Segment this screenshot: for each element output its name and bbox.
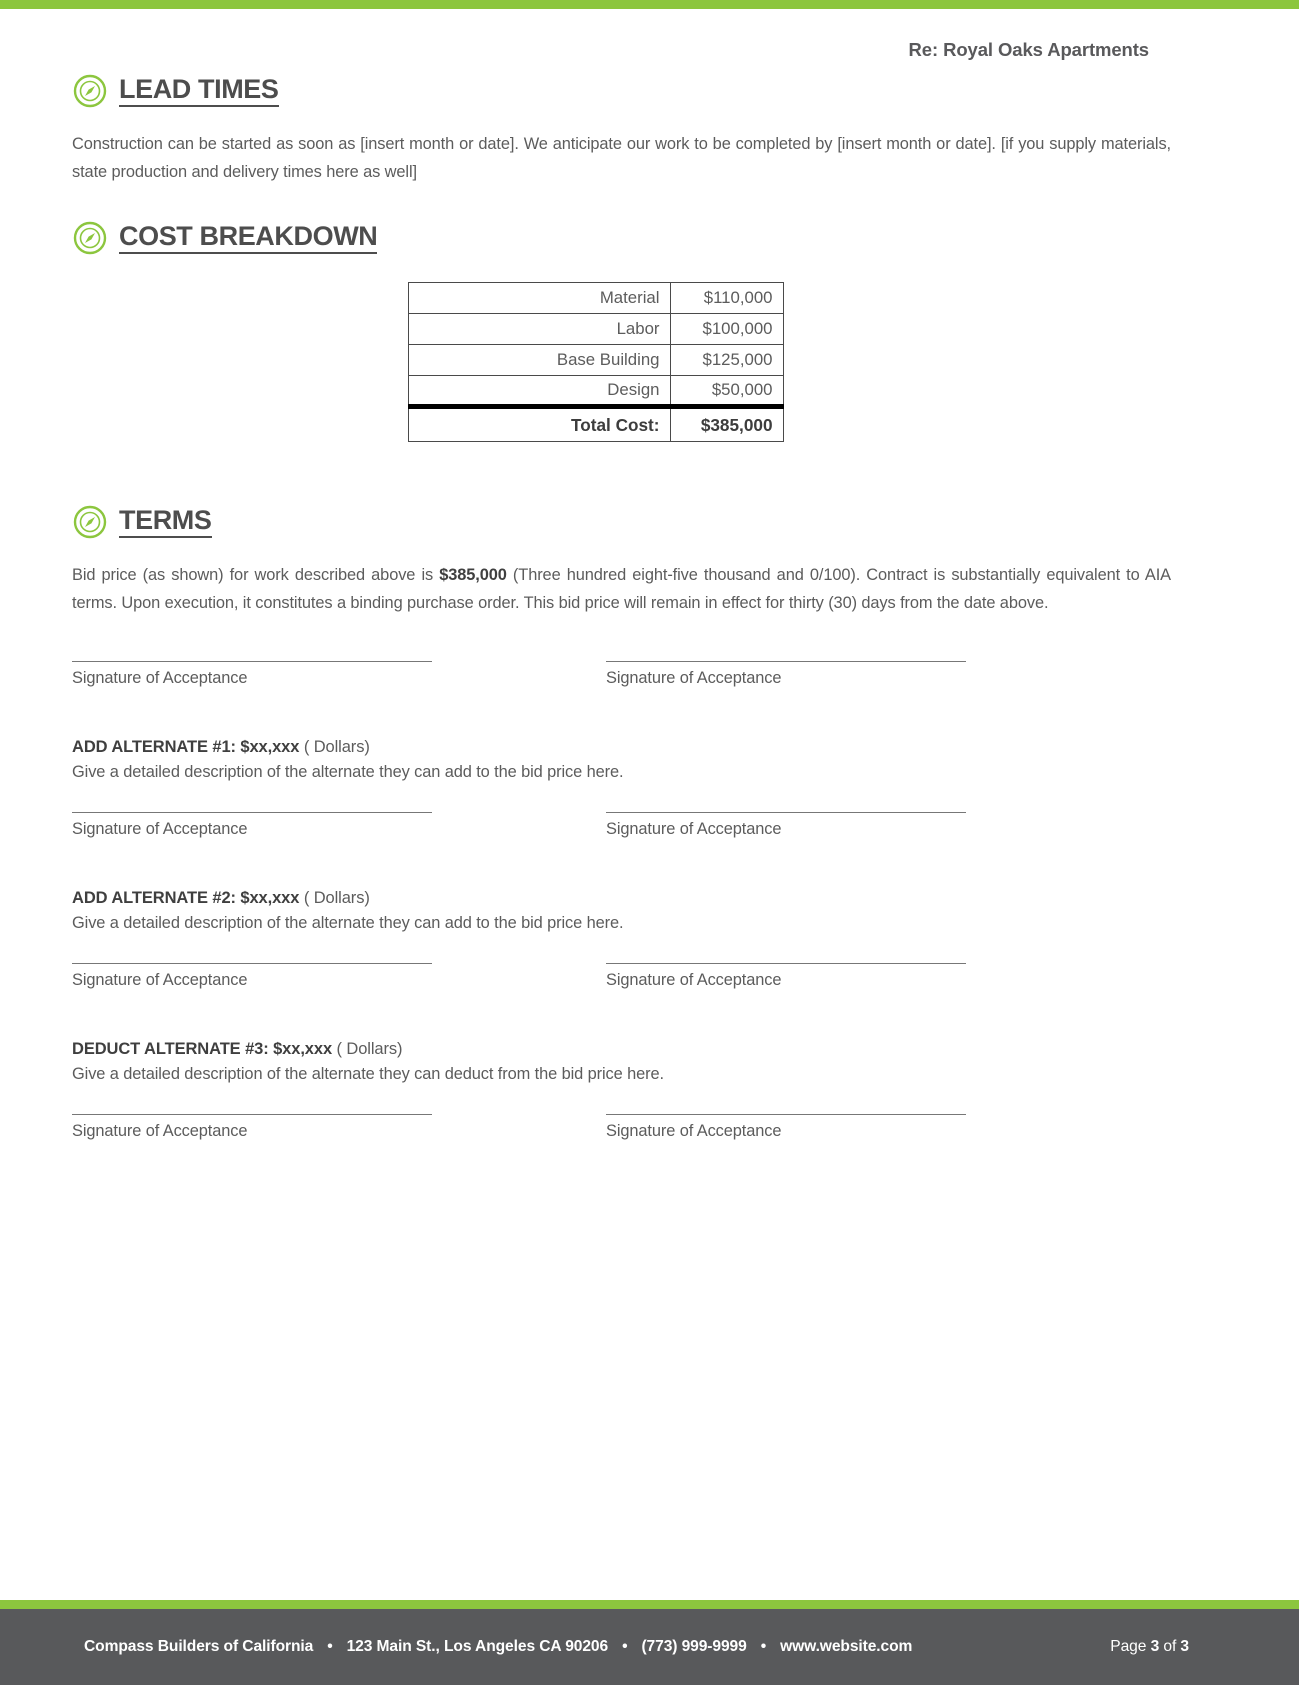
cost-value-base-building: $125,000 [670, 345, 783, 376]
page-footer [0, 1609, 1299, 1685]
cost-value-total: $385,000 [670, 407, 783, 442]
alternate-title-strong: DEDUCT ALTERNATE #3: $xx,xxx [72, 1040, 333, 1059]
signature-block-right [606, 1114, 966, 1141]
compass-icon [72, 220, 108, 256]
signature-label: Signature of Acceptance [72, 669, 248, 688]
footer-separator-icon: • [622, 1638, 628, 1655]
document-reference-line: Re: Royal Oaks Apartments [908, 39, 1149, 60]
table-row [408, 345, 783, 376]
compass-icon [72, 73, 108, 109]
page-current: 3 [1150, 1638, 1160, 1655]
footer-phone: (773) 999-9999 [641, 1638, 747, 1655]
alternate-title-1 [72, 738, 1189, 757]
cost-label-labor: Labor [408, 314, 670, 345]
terms-text-part1: Bid price (as shown) for work described above is [72, 566, 440, 585]
alternate-title-light: ( Dollars) [299, 889, 370, 908]
footer-page-number [1110, 1638, 1189, 1656]
page-mid: of [1159, 1638, 1181, 1655]
signature-block-right [606, 963, 966, 990]
section-header-terms [72, 504, 1189, 540]
footer-company-name: Compass Builders of California [84, 1638, 314, 1655]
signature-block-left [72, 1114, 432, 1141]
table-row [408, 314, 783, 345]
alternate-title-strong: ADD ALTERNATE #1: $xx,xxx [72, 738, 300, 757]
section-title-terms: TERMS [119, 506, 212, 537]
page-prefix: Page [1110, 1638, 1151, 1655]
footer-separator-icon: • [327, 1638, 333, 1655]
terms-text-part2: (Three hundred eight-five thousand and 0/100). Contract is substantially equivalent to AIA terms. Upon execution, it constitutes a binding purchase order. This bid price will remain in effect for thirty (30) days from the date above. [72, 566, 1171, 612]
cost-breakdown-table [408, 282, 784, 442]
signature-block-left [72, 661, 432, 688]
signature-block-left [72, 812, 432, 839]
signature-label: Signature of Acceptance [72, 820, 248, 839]
footer-separator-icon: • [760, 1638, 767, 1655]
cost-label-total: Total Cost: [408, 407, 670, 442]
signature-label: Signature of Acceptance [72, 1122, 248, 1141]
alternate-description-2: Give a detailed description of the alternate they can add to the bid price here. [72, 914, 624, 933]
signature-row-alternate-3 [72, 1114, 1189, 1141]
signature-block-right [606, 661, 966, 688]
lead-times-paragraph: Construction can be started as soon as [insert month or date]. We anticipate our work to be completed by [insert month or date]. [if you supply materials, state production and delivery times here as well] [72, 135, 1171, 181]
alternate-title-strong: ADD ALTERNATE #2: $xx,xxx [72, 889, 300, 908]
alternate-block-2 [72, 889, 1189, 990]
signature-label: Signature of Acceptance [606, 971, 782, 990]
signature-row-alternate-2 [72, 963, 1189, 990]
signature-row-alternate-1 [72, 812, 1189, 839]
signature-block-right [606, 812, 966, 839]
table-row [408, 376, 783, 407]
footer-address: 123 Main St., Los Angeles CA 90206 [346, 1638, 609, 1655]
alternate-title-light: ( Dollars) [332, 1040, 403, 1059]
footer-website[interactable]: www.website.com [780, 1638, 913, 1655]
alternate-title-2 [72, 889, 1189, 908]
signature-label: Signature of Acceptance [72, 971, 248, 990]
top-accent-bar [0, 0, 1299, 9]
section-title-lead-times: LEAD TIMES [119, 75, 279, 106]
alternate-description-3: Give a detailed description of the alternate they can deduct from the bid price here. [72, 1065, 664, 1084]
signature-row-terms [72, 661, 1189, 688]
cost-value-design: $50,000 [670, 376, 783, 407]
cost-value-material: $110,000 [670, 283, 783, 314]
footer-accent-bar [0, 1600, 1299, 1609]
signature-label: Signature of Acceptance [606, 820, 782, 839]
alternate-block-1 [72, 738, 1189, 839]
terms-paragraph [72, 562, 1189, 617]
section-header-lead-times [72, 73, 1189, 109]
table-row [408, 283, 783, 314]
signature-label: Signature of Acceptance [606, 1122, 782, 1141]
page-content [0, 9, 1299, 1600]
alternate-title-light: ( Dollars) [299, 738, 370, 757]
page-total: 3 [1180, 1638, 1189, 1655]
footer-contact-info [84, 1638, 1110, 1656]
cost-value-labor: $100,000 [670, 314, 783, 345]
alternate-block-3 [72, 1040, 1189, 1141]
alternate-description-1: Give a detailed description of the alternate they can add to the bid price here. [72, 763, 624, 782]
compass-icon [72, 504, 108, 540]
signature-label: Signature of Acceptance [606, 669, 782, 688]
alternate-title-3 [72, 1040, 1189, 1059]
cost-label-material: Material [408, 283, 670, 314]
cost-label-base-building: Base Building [408, 345, 670, 376]
cost-label-design: Design [408, 376, 670, 407]
table-row-total [408, 407, 783, 442]
cost-table-container [72, 282, 1189, 442]
section-header-cost-breakdown [72, 220, 1189, 256]
section-title-cost-breakdown: COST BREAKDOWN [119, 222, 377, 253]
terms-bid-amount: $385,000 [439, 566, 507, 585]
signature-block-left [72, 963, 432, 990]
